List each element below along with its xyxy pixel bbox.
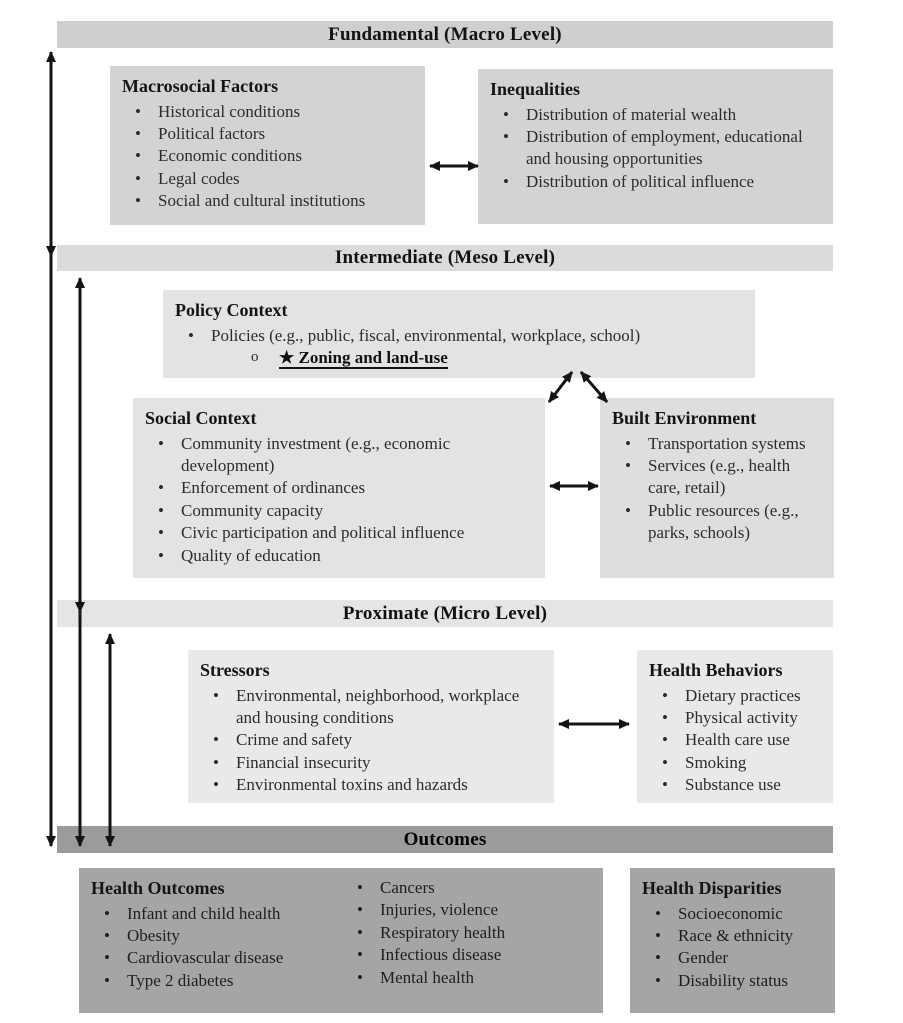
list-item: • Environmental toxins and hazards: [200, 774, 542, 796]
list-item: • Civic participation and political influence: [145, 522, 533, 544]
list-item: • Cardiovascular disease: [91, 947, 344, 969]
list-item: • Injuries, violence: [344, 899, 591, 921]
box-title: Health Disparities: [642, 878, 782, 898]
list-item: • Infectious disease: [344, 944, 591, 966]
list-item: • Obesity: [91, 925, 344, 947]
list-item: • Infant and child health: [91, 903, 344, 925]
box-title: Policy Context: [175, 300, 288, 320]
social-context-box: [133, 398, 545, 578]
box-title: Social Context: [145, 408, 257, 428]
list-item: • Economic conditions: [122, 145, 413, 167]
health-behaviors-box: [637, 650, 833, 803]
box-title: Inequalities: [490, 79, 581, 99]
outcomes-bar: Outcomes: [57, 826, 833, 853]
list-item: • Enforcement of ordinances: [145, 477, 533, 499]
box-title: Built Environment: [612, 408, 757, 428]
list-item: • Disability status: [642, 970, 823, 992]
bullet-list: [642, 903, 823, 993]
macrosocial-factors-box: [110, 66, 425, 225]
inequalities-box: [478, 69, 833, 224]
bullet-list: [175, 325, 743, 370]
box-title: Stressors: [200, 660, 270, 680]
zoning-label: ★ Zoning and land-use: [279, 347, 448, 367]
box-title: Health Behaviors: [649, 660, 783, 680]
micro-level-bar: Proximate (Micro Level): [57, 600, 833, 627]
list-item: • Cancers: [344, 877, 591, 899]
list-item: • Social and cultural institutions: [122, 190, 413, 212]
list-item: • Distribution of employment, educational and housing opportunities: [490, 126, 821, 171]
meso-level-bar: Intermediate (Meso Level): [57, 245, 833, 271]
list-item: • Crime and safety: [200, 729, 542, 751]
list-item: • Health care use: [649, 729, 821, 751]
list-item: • Socioeconomic: [642, 903, 823, 925]
box-title: Macrosocial Factors: [122, 76, 279, 96]
list-item: • Substance use: [649, 774, 821, 796]
list-item: • Quality of education: [145, 545, 533, 567]
stressors-box: [188, 650, 554, 803]
built-environment-box: [600, 398, 834, 578]
list-item: • Smoking: [649, 752, 821, 774]
zoning-sub-item: [175, 347, 743, 369]
health-disparities-box: [630, 868, 835, 1013]
list-item: • Distribution of material wealth: [490, 104, 821, 126]
list-item: • Mental health: [344, 967, 591, 989]
box-title: Health Outcomes: [91, 878, 225, 898]
bullet-list: [145, 433, 533, 568]
list-item: • Political factors: [122, 123, 413, 145]
health-outcomes-box: [79, 868, 603, 1013]
policy-context-box: [163, 290, 755, 378]
list-item: • Respiratory health: [344, 922, 591, 944]
bullet-list: [490, 104, 821, 194]
list-item: • Environmental, neighborhood, workplace and housing conditions: [200, 685, 542, 730]
list-item: • Community capacity: [145, 500, 533, 522]
bullet-list: [122, 101, 413, 213]
list-item: • Public resources (e.g., parks, schools): [612, 500, 822, 545]
list-item: • Financial insecurity: [200, 752, 542, 774]
macro-level-bar: Fundamental (Macro Level): [57, 21, 833, 48]
list-item: • Transportation systems: [612, 433, 822, 455]
list-item: • Historical conditions: [122, 101, 413, 123]
bullet-list: [91, 903, 344, 993]
bullet-list: [344, 877, 591, 989]
bullet-list: [200, 685, 542, 797]
list-item: • Distribution of political influence: [490, 171, 821, 193]
list-item: • Policies (e.g., public, fiscal, environmental, workplace, school): [175, 325, 743, 347]
list-item: • Dietary practices: [649, 685, 821, 707]
list-item: • Services (e.g., health care, retail): [612, 455, 822, 500]
bullet-list: [612, 433, 822, 545]
list-item: • Gender: [642, 947, 823, 969]
list-item: • Legal codes: [122, 168, 413, 190]
list-item: • Type 2 diabetes: [91, 970, 344, 992]
list-item: • Race & ethnicity: [642, 925, 823, 947]
bullet-list: [649, 685, 821, 797]
list-item: • Physical activity: [649, 707, 821, 729]
list-item: • Community investment (e.g., economic development): [145, 433, 533, 478]
